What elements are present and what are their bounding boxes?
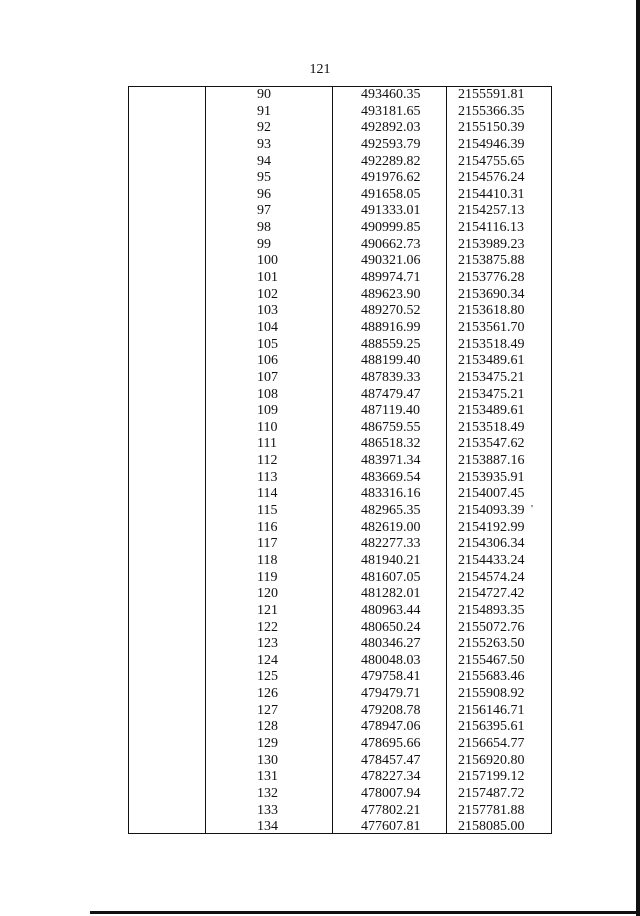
point-id-cell: 131 — [257, 769, 278, 785]
x-coordinate-cell: 491333.01 — [361, 203, 421, 219]
x-coordinate-cell: 488916.99 — [361, 319, 421, 335]
x-coordinate-cell: 477802.21 — [361, 802, 421, 818]
table-row — [129, 104, 551, 121]
table-row — [129, 669, 551, 686]
x-coordinate-cell: 477607.81 — [361, 819, 421, 835]
y-coordinate-cell: 2156654.77 — [458, 735, 525, 751]
y-coordinate-cell: 2154257.13 — [458, 203, 525, 219]
y-coordinate-cell: 2153489.61 — [458, 353, 525, 369]
table-row — [129, 586, 551, 603]
point-id-cell: 134 — [257, 819, 278, 835]
point-id-cell: 103 — [257, 303, 278, 319]
x-coordinate-cell: 478695.66 — [361, 735, 421, 751]
table-row — [129, 154, 551, 171]
table-row — [129, 420, 551, 437]
y-coordinate-cell: 2155150.39 — [458, 120, 525, 136]
point-id-cell: 124 — [257, 652, 278, 668]
x-coordinate-cell: 489270.52 — [361, 303, 421, 319]
y-coordinate-cell: 2154727.42 — [458, 586, 525, 602]
point-id-cell: 95 — [257, 170, 271, 186]
x-coordinate-cell: 483669.54 — [361, 469, 421, 485]
point-id-cell: 102 — [257, 286, 278, 302]
x-coordinate-cell: 491976.62 — [361, 170, 421, 186]
y-coordinate-cell: 2155467.50 — [458, 652, 525, 668]
scan-edge-right — [636, 0, 640, 916]
point-id-cell: 122 — [257, 619, 278, 635]
table-row — [129, 137, 551, 154]
y-coordinate-cell: 2155263.50 — [458, 636, 525, 652]
table-row — [129, 803, 551, 820]
point-id-cell: 115 — [257, 503, 278, 519]
y-coordinate-cell: 2154116.13 — [458, 220, 524, 236]
y-coordinate-cell: 2153875.88 — [458, 253, 525, 269]
x-coordinate-cell: 491658.05 — [361, 186, 421, 202]
y-coordinate-cell: 2154192.99 — [458, 519, 525, 535]
point-id-cell: 120 — [257, 586, 278, 602]
table-row — [129, 486, 551, 503]
y-coordinate-cell: 2158085.00 — [458, 819, 525, 835]
x-coordinate-cell: 478947.06 — [361, 719, 421, 735]
point-id-cell: 132 — [257, 785, 278, 801]
y-coordinate-cell: 2155591.81 — [458, 87, 525, 102]
y-coordinate-cell: 2154093.39 — [458, 503, 525, 519]
table-row — [129, 570, 551, 587]
x-coordinate-cell: 480048.03 — [361, 652, 421, 668]
page-number: 121 — [309, 62, 331, 77]
x-coordinate-cell: 479479.71 — [361, 686, 421, 702]
point-id-cell: 112 — [257, 453, 278, 469]
table-row — [129, 753, 551, 770]
point-id-cell: 97 — [257, 203, 271, 219]
table-row — [129, 337, 551, 354]
y-coordinate-cell: 2154576.24 — [458, 170, 525, 186]
y-coordinate-cell: 2153518.49 — [458, 419, 525, 435]
x-coordinate-cell: 492892.03 — [361, 120, 421, 136]
x-coordinate-cell: 486759.55 — [361, 419, 421, 435]
y-coordinate-cell: 2157781.88 — [458, 802, 525, 818]
y-coordinate-cell: 2154893.35 — [458, 602, 525, 618]
point-id-cell: 91 — [257, 103, 271, 119]
point-id-cell: 121 — [257, 602, 278, 618]
table-row — [129, 786, 551, 803]
x-coordinate-cell: 478227.34 — [361, 769, 421, 785]
y-coordinate-cell: 2153989.23 — [458, 236, 525, 252]
y-coordinate-cell: 2153547.62 — [458, 436, 525, 452]
x-coordinate-cell: 482277.33 — [361, 536, 421, 552]
x-coordinate-cell: 492289.82 — [361, 153, 421, 169]
x-coordinate-cell: 480963.44 — [361, 602, 421, 618]
table-row — [129, 703, 551, 720]
y-coordinate-cell: 2155908.92 — [458, 686, 525, 702]
x-coordinate-cell: 478007.94 — [361, 785, 421, 801]
table-row — [129, 187, 551, 204]
table-rows — [129, 87, 551, 836]
table-row — [129, 253, 551, 270]
table-row — [129, 520, 551, 537]
table-row — [129, 719, 551, 736]
y-coordinate-cell: 2156920.80 — [458, 752, 525, 768]
table-row — [129, 403, 551, 420]
point-id-cell: 99 — [257, 236, 271, 252]
x-coordinate-cell: 480346.27 — [361, 636, 421, 652]
table-row — [129, 503, 551, 520]
x-coordinate-cell: 483316.16 — [361, 486, 421, 502]
x-coordinate-cell: 486518.32 — [361, 436, 421, 452]
y-coordinate-cell: 2153776.28 — [458, 270, 525, 286]
table-row — [129, 287, 551, 304]
x-coordinate-cell: 481940.21 — [361, 552, 421, 568]
x-coordinate-cell: 487839.33 — [361, 369, 421, 385]
y-coordinate-cell: 2153475.21 — [458, 369, 525, 385]
point-id-cell: 127 — [257, 702, 278, 718]
table-row — [129, 303, 551, 320]
table-row — [129, 553, 551, 570]
y-coordinate-cell: 2155072.76 — [458, 619, 525, 635]
table-row — [129, 620, 551, 637]
point-id-cell: 93 — [257, 136, 271, 152]
point-id-cell: 100 — [257, 253, 278, 269]
table-row — [129, 536, 551, 553]
table-row — [129, 203, 551, 220]
y-coordinate-cell: 2154755.65 — [458, 153, 525, 169]
table-row — [129, 270, 551, 287]
point-id-cell: 106 — [257, 353, 278, 369]
y-coordinate-cell: 2153935.91 — [458, 469, 525, 485]
x-coordinate-cell: 488559.25 — [361, 336, 421, 352]
x-coordinate-cell: 490662.73 — [361, 236, 421, 252]
point-id-cell: 105 — [257, 336, 278, 352]
x-coordinate-cell: 481607.05 — [361, 569, 421, 585]
table-row — [129, 370, 551, 387]
y-coordinate-cell: 2155683.46 — [458, 669, 525, 685]
point-id-cell: 96 — [257, 186, 271, 202]
y-coordinate-cell: 2155366.35 — [458, 103, 525, 119]
point-id-cell: 128 — [257, 719, 278, 735]
y-coordinate-cell: 2154410.31 — [458, 186, 525, 202]
x-coordinate-cell: 479208.78 — [361, 702, 421, 718]
y-coordinate-cell: 2154007.45 — [458, 486, 525, 502]
y-coordinate-cell: 2153887.16 — [458, 453, 525, 469]
point-id-cell: 94 — [257, 153, 271, 169]
y-coordinate-cell: 2153475.21 — [458, 386, 525, 402]
y-coordinate-cell: 2153618.80 — [458, 303, 525, 319]
table-row — [129, 387, 551, 404]
x-coordinate-cell: 493460.35 — [361, 87, 421, 102]
y-coordinate-cell: 2157199.12 — [458, 769, 525, 785]
table-row — [129, 636, 551, 653]
x-coordinate-cell: 488199.40 — [361, 353, 421, 369]
point-id-cell: 125 — [257, 669, 278, 685]
point-id-cell: 101 — [257, 270, 278, 286]
table-row — [129, 603, 551, 620]
table-row — [129, 686, 551, 703]
x-coordinate-cell: 480650.24 — [361, 619, 421, 635]
coordinate-table — [128, 86, 552, 834]
point-id-cell: 129 — [257, 735, 278, 751]
point-id-cell: 113 — [257, 469, 278, 485]
y-coordinate-cell: 2154306.34 — [458, 536, 525, 552]
point-id-cell: 126 — [257, 686, 278, 702]
y-coordinate-cell: 2154574.24 — [458, 569, 525, 585]
x-coordinate-cell: 493181.65 — [361, 103, 421, 119]
table-row — [129, 470, 551, 487]
y-coordinate-cell: 2156395.61 — [458, 719, 525, 735]
x-coordinate-cell: 487119.40 — [361, 403, 420, 419]
table-row — [129, 220, 551, 237]
point-id-cell: 110 — [257, 419, 278, 435]
y-coordinate-cell: 2156146.71 — [458, 702, 525, 718]
y-coordinate-cell: 2153561.70 — [458, 319, 525, 335]
table-row — [129, 736, 551, 753]
point-id-cell: 123 — [257, 636, 278, 652]
table-row — [129, 320, 551, 337]
point-id-cell: 130 — [257, 752, 278, 768]
table-row — [129, 87, 551, 104]
x-coordinate-cell: 492593.79 — [361, 136, 421, 152]
x-coordinate-cell: 483971.34 — [361, 453, 421, 469]
table-row — [129, 453, 551, 470]
point-id-cell: 133 — [257, 802, 278, 818]
table-row — [129, 769, 551, 786]
y-coordinate-cell: 2153489.61 — [458, 403, 525, 419]
stray-mark: ' — [531, 503, 533, 515]
x-coordinate-cell: 482965.35 — [361, 503, 421, 519]
y-coordinate-cell: 2157487.72 — [458, 785, 525, 801]
x-coordinate-cell: 489623.90 — [361, 286, 421, 302]
table-row — [129, 170, 551, 187]
point-id-cell: 111 — [257, 436, 277, 452]
point-id-cell: 117 — [257, 536, 278, 552]
point-id-cell: 109 — [257, 403, 278, 419]
x-coordinate-cell: 479758.41 — [361, 669, 421, 685]
x-coordinate-cell: 490999.85 — [361, 220, 421, 236]
y-coordinate-cell: 2153690.34 — [458, 286, 525, 302]
scan-edge-bottom — [90, 911, 640, 914]
y-coordinate-cell: 2154433.24 — [458, 552, 525, 568]
point-id-cell: 104 — [257, 319, 278, 335]
x-coordinate-cell: 489974.71 — [361, 270, 421, 286]
x-coordinate-cell: 482619.00 — [361, 519, 421, 535]
table-row — [129, 819, 551, 836]
table-row — [129, 436, 551, 453]
point-id-cell: 92 — [257, 120, 271, 136]
x-coordinate-cell: 481282.01 — [361, 586, 421, 602]
y-coordinate-cell: 2154946.39 — [458, 136, 525, 152]
point-id-cell: 90 — [257, 87, 271, 102]
x-coordinate-cell: 490321.06 — [361, 253, 421, 269]
table-row — [129, 120, 551, 137]
point-id-cell: 114 — [257, 486, 278, 502]
table-row — [129, 353, 551, 370]
point-id-cell: 116 — [257, 519, 278, 535]
point-id-cell: 119 — [257, 569, 278, 585]
x-coordinate-cell: 478457.47 — [361, 752, 421, 768]
y-coordinate-cell: 2153518.49 — [458, 336, 525, 352]
table-row — [129, 653, 551, 670]
point-id-cell: 108 — [257, 386, 278, 402]
point-id-cell: 118 — [257, 552, 278, 568]
point-id-cell: 98 — [257, 220, 271, 236]
table-row — [129, 237, 551, 254]
x-coordinate-cell: 487479.47 — [361, 386, 421, 402]
point-id-cell: 107 — [257, 369, 278, 385]
